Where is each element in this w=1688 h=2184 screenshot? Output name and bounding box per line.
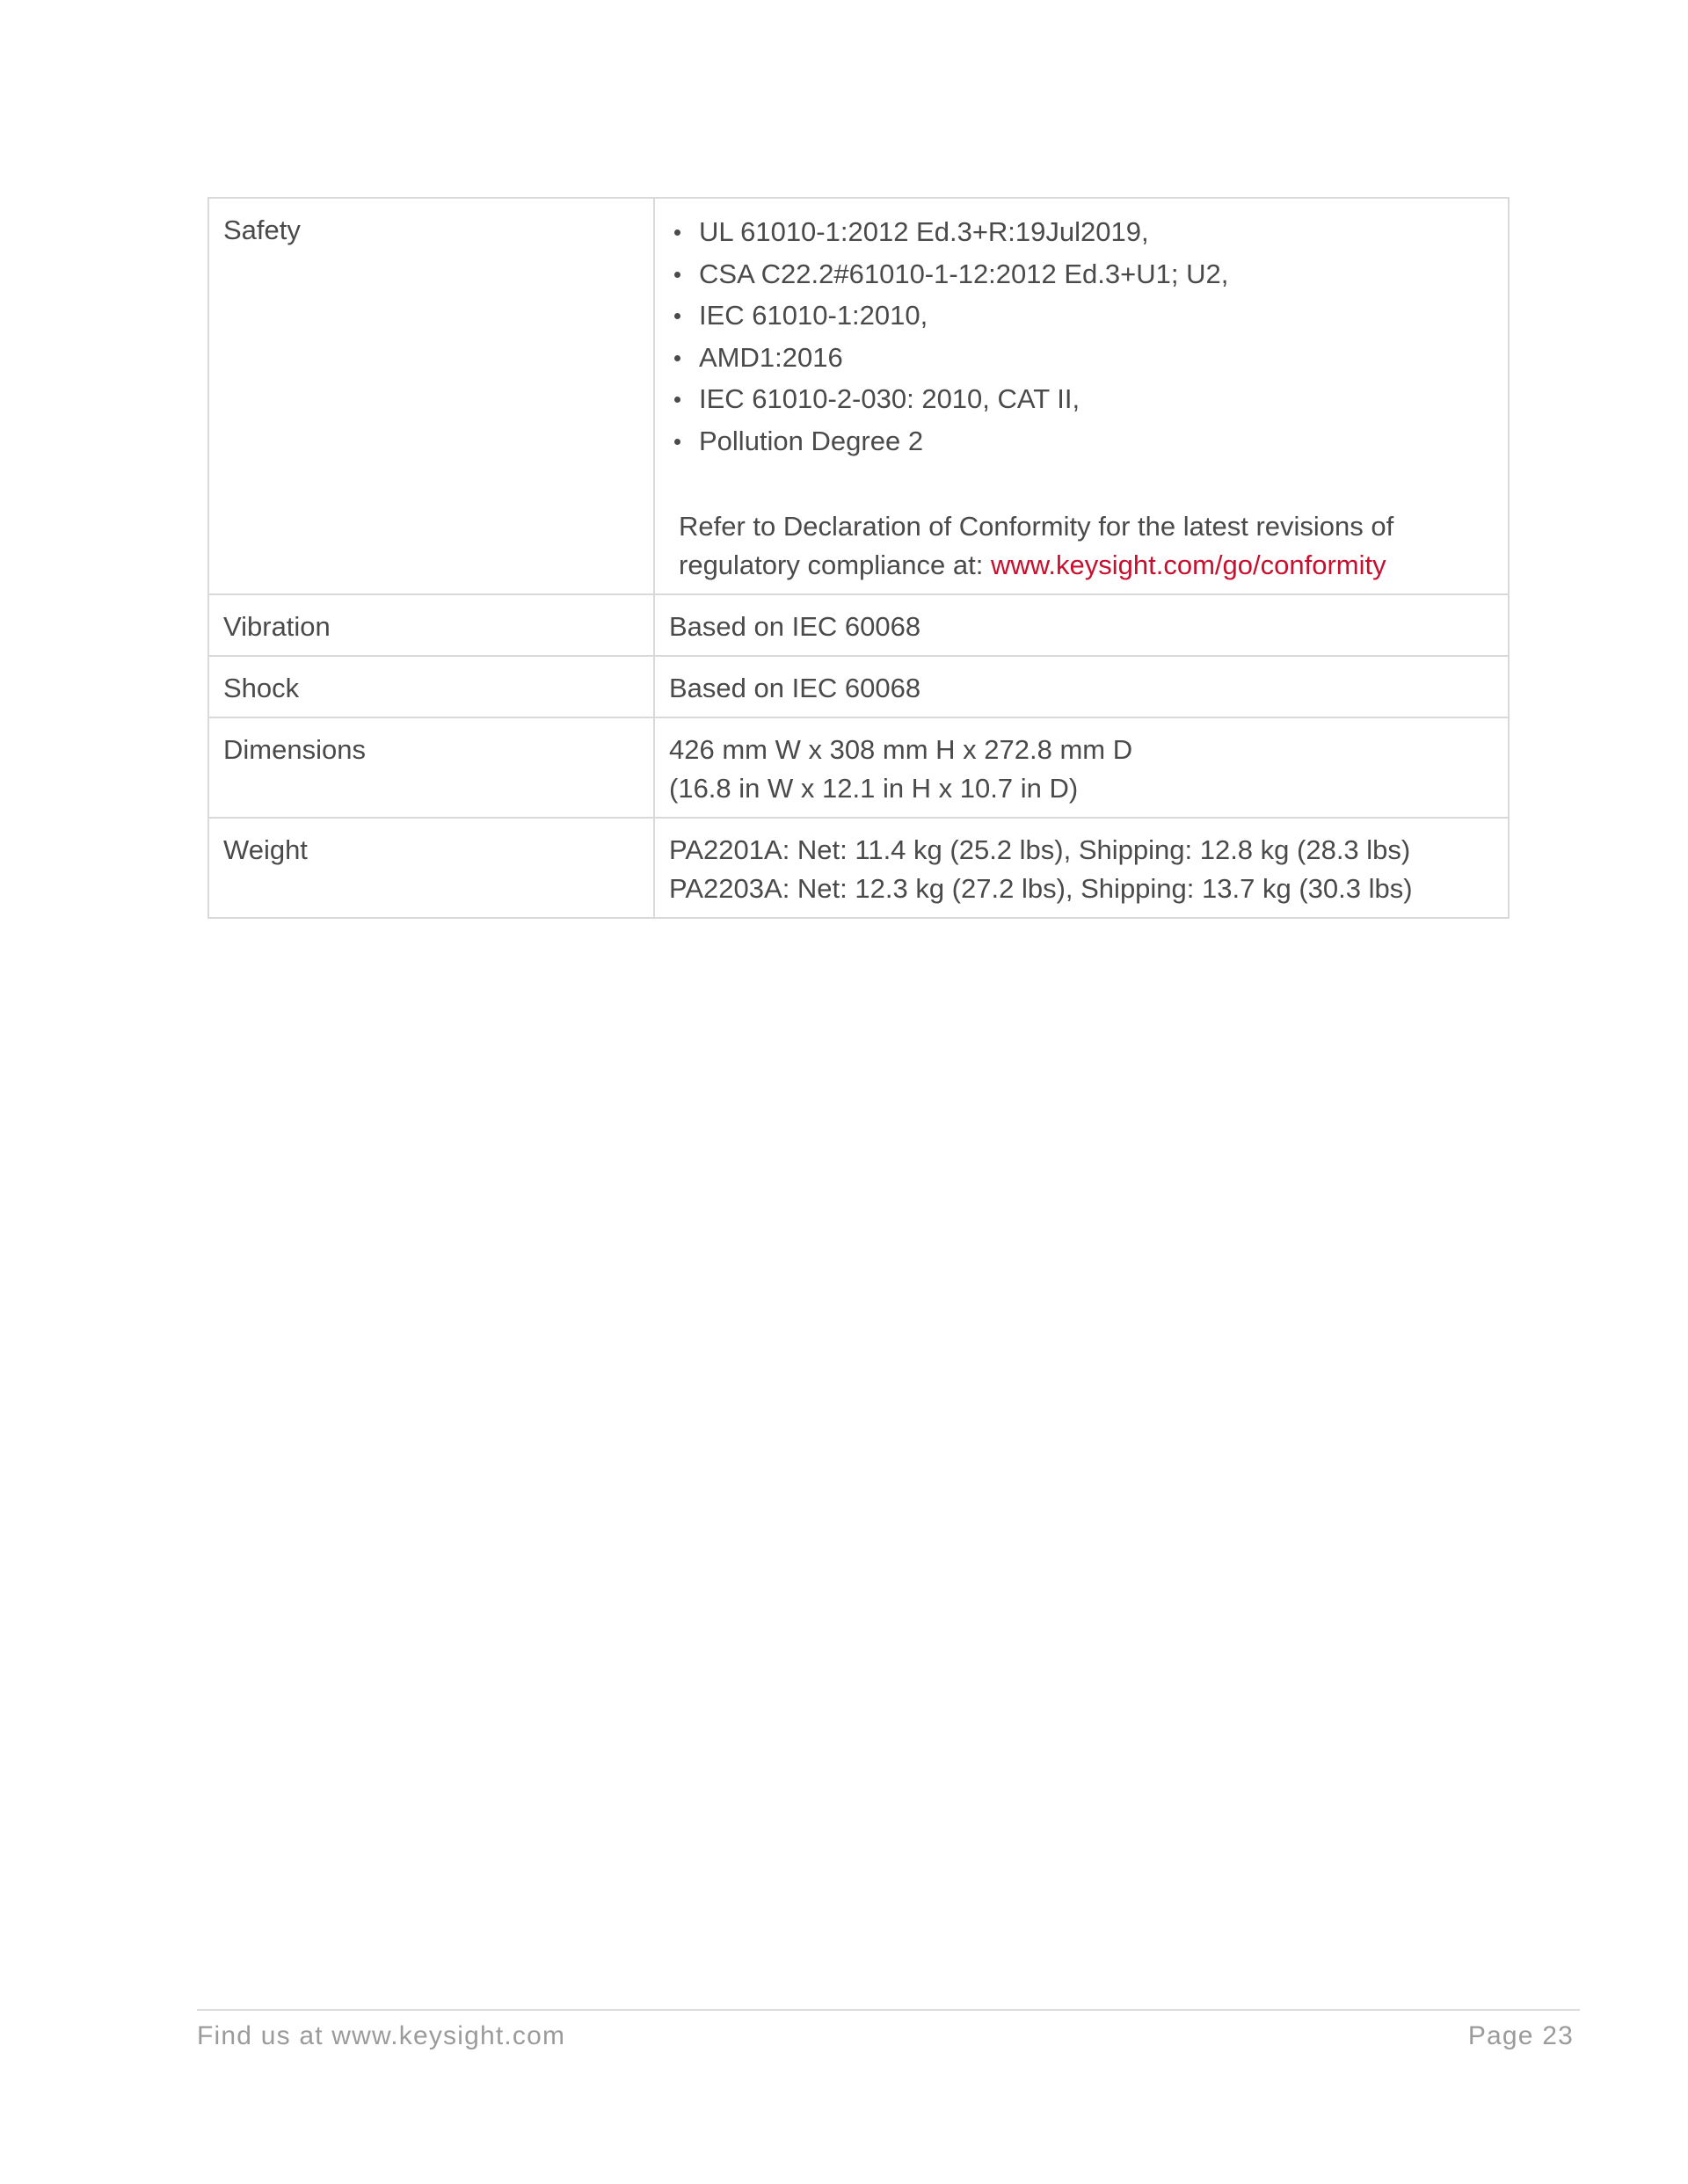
- row-label-vibration: Vibration: [208, 594, 654, 656]
- table-row-vibration: [208, 594, 1509, 656]
- list-item: IEC 61010-1:2010,: [669, 295, 1494, 337]
- specifications-table: [207, 197, 1510, 919]
- page-number: Page 23: [1467, 2021, 1574, 2050]
- table-row-dimensions: [208, 717, 1509, 818]
- weight-pa2201a: PA2201A: Net: 11.4 kg (25.2 lbs), Shipping: 12.8 kg (28.3 lbs): [669, 834, 1411, 865]
- list-item: AMD1:2016: [669, 337, 1494, 379]
- table-row-shock: [208, 656, 1509, 717]
- table-row-weight: [208, 818, 1509, 918]
- conformity-note-line1: Refer to Declaration of Conformity for the latest revisions of: [679, 511, 1394, 542]
- list-item: IEC 61010-2-030: 2010, CAT II,: [669, 378, 1494, 420]
- row-value-shock: Based on IEC 60068: [654, 656, 1509, 717]
- row-label-shock: Shock: [208, 656, 654, 717]
- footer-website-text: Find us at www.keysight.com: [197, 2021, 566, 2050]
- conformity-note-line2: [679, 546, 1494, 585]
- row-label-weight: Weight: [208, 818, 654, 918]
- dimensions-imperial: (16.8 in W x 12.1 in H x 10.7 in D): [669, 773, 1079, 804]
- dimensions-metric: 426 mm W x 308 mm H x 272.8 mm D: [669, 734, 1133, 765]
- safety-standards-list: [669, 211, 1494, 462]
- conformity-note: [679, 507, 1494, 585]
- table-row-safety: [208, 198, 1509, 594]
- footer-divider: [197, 2009, 1580, 2011]
- list-item: UL 61010-1:2012 Ed.3+R:19Jul2019,: [669, 211, 1494, 253]
- row-label-dimensions: Dimensions: [208, 717, 654, 818]
- row-value-weight: [654, 818, 1509, 918]
- row-label-safety: Safety: [208, 198, 654, 594]
- list-item: Pollution Degree 2: [669, 420, 1494, 462]
- row-value-dimensions: [654, 717, 1509, 818]
- weight-pa2203a: PA2203A: Net: 12.3 kg (27.2 lbs), Shipping: 13.7 kg (30.3 lbs): [669, 873, 1413, 904]
- row-value-safety: [654, 198, 1509, 594]
- list-item: CSA C22.2#61010-1-12:2012 Ed.3+U1; U2,: [669, 253, 1494, 295]
- row-value-vibration: Based on IEC 60068: [654, 594, 1509, 656]
- conformity-note-prefix: regulatory compliance at:: [679, 550, 991, 580]
- conformity-link[interactable]: www.keysight.com/go/conformity: [990, 550, 1386, 580]
